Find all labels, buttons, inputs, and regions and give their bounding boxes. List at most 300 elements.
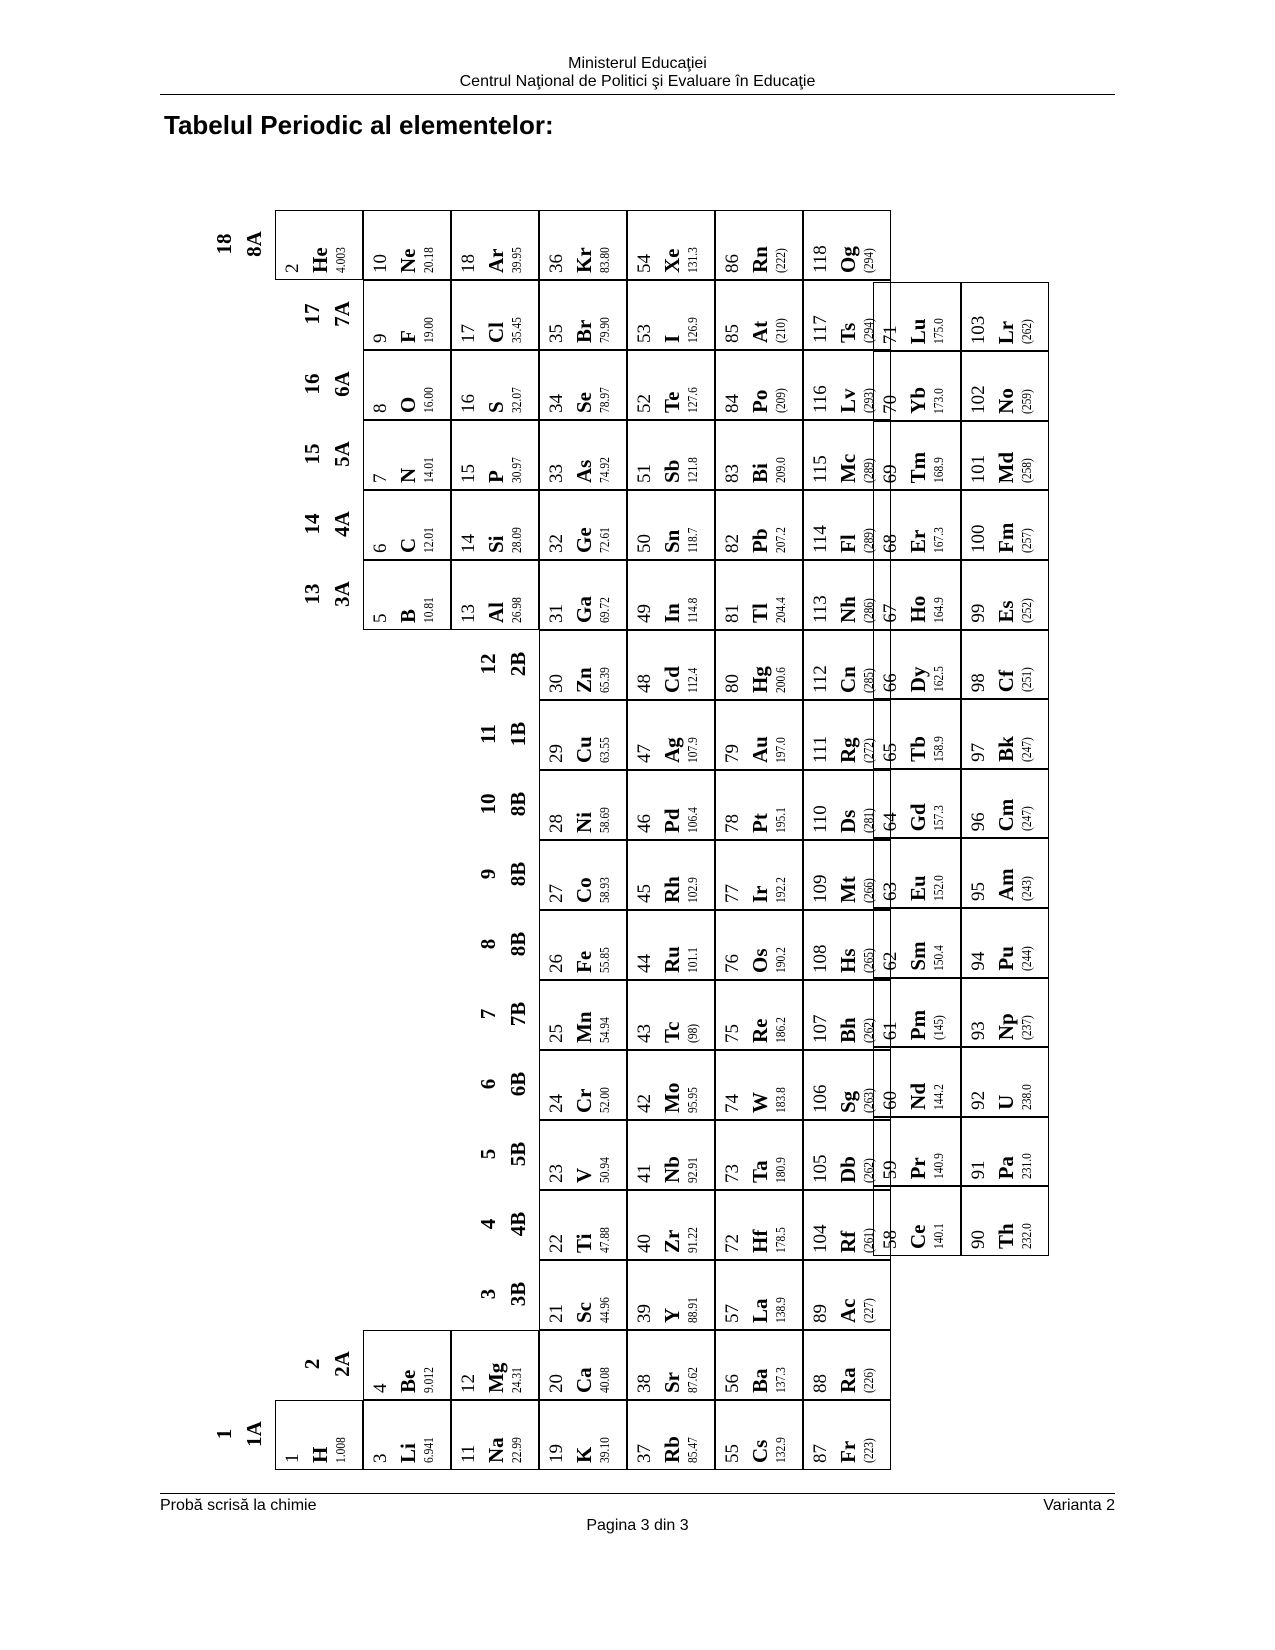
element-symbol: Ti — [572, 1233, 596, 1253]
element-symbol: S — [484, 401, 508, 413]
element-symbol: Ge — [572, 527, 596, 553]
element-cell-lr — [961, 282, 1049, 352]
atomic-mass: 207.2 — [774, 527, 789, 553]
atomic-number: 86 — [722, 254, 743, 273]
atomic-number: 39 — [634, 1304, 655, 1323]
atomic-number: 31 — [546, 604, 567, 623]
element-symbol: Ta — [748, 1160, 772, 1183]
atomic-mass: (285) — [862, 668, 877, 693]
element-symbol: U — [994, 1094, 1018, 1110]
element-symbol: Am — [994, 868, 1018, 901]
atomic-mass: 40.08 — [598, 1367, 613, 1393]
atomic-mass: 195.1 — [774, 807, 789, 833]
group-label: 6A — [330, 371, 354, 397]
element-symbol: K — [572, 1446, 596, 1463]
element-cell-s — [451, 350, 539, 420]
atomic-mass: (262) — [862, 1018, 877, 1043]
atomic-number: 5 — [370, 613, 391, 623]
atomic-number: 72 — [722, 1234, 743, 1253]
element-cell-in — [627, 560, 715, 630]
element-cell-th — [961, 1186, 1049, 1256]
element-symbol: Tc — [660, 1021, 684, 1043]
group-label: 3B — [506, 1281, 530, 1307]
atomic-number: 8 — [370, 403, 391, 413]
atomic-number: 70 — [880, 394, 901, 414]
atomic-mass: 4.003 — [334, 247, 349, 273]
page-number: Pagina 3 din 3 — [586, 1517, 689, 1534]
element-symbol: I — [660, 334, 684, 343]
atomic-mass: 140.1 — [932, 1223, 947, 1249]
atomic-mass: 102.9 — [686, 877, 701, 903]
atomic-mass: (293) — [862, 388, 877, 413]
atomic-mass: 79.90 — [598, 317, 613, 343]
element-cell-zr — [627, 1190, 715, 1260]
element-cell-pb — [715, 490, 803, 560]
atomic-number: 19 — [546, 1444, 567, 1463]
atomic-number: 27 — [546, 884, 567, 903]
periodic-table — [205, 160, 880, 1470]
group-number: 6 — [476, 1078, 500, 1090]
atomic-mass: (266) — [862, 878, 877, 903]
element-cell-pm — [873, 978, 961, 1048]
atomic-number: 50 — [634, 534, 655, 553]
header-ministry: Ministerul Educaţiei — [568, 55, 707, 72]
atomic-mass: 1.008 — [334, 1437, 349, 1463]
element-cell-rn — [715, 210, 803, 280]
atomic-number: 38 — [634, 1374, 655, 1393]
group-number: 4 — [476, 1218, 500, 1230]
element-cell-u — [961, 1047, 1049, 1117]
atomic-mass: 178.5 — [774, 1227, 789, 1253]
element-cell-sm — [873, 908, 961, 978]
element-symbol: Bh — [836, 1017, 860, 1043]
element-cell-cl — [451, 280, 539, 350]
element-cell-w — [715, 1050, 803, 1120]
group-label: 7A — [330, 301, 354, 327]
element-symbol: He — [308, 247, 332, 273]
atomic-number: 4 — [370, 1383, 391, 1393]
group-number: 2 — [300, 1358, 324, 1370]
atomic-mass: 88.91 — [686, 1297, 701, 1323]
atomic-mass: 58.69 — [598, 807, 613, 833]
element-symbol: Co — [572, 877, 596, 903]
atomic-mass: (243) — [1020, 876, 1035, 901]
atomic-mass: (145) — [932, 1015, 947, 1041]
atomic-number: 83 — [722, 464, 743, 483]
atomic-mass: 209.0 — [774, 457, 789, 483]
element-symbol: Tb — [906, 736, 930, 762]
atomic-number: 45 — [634, 884, 655, 903]
element-symbol: Y — [660, 1307, 684, 1323]
atomic-mass: 112.4 — [686, 667, 701, 693]
element-cell-be — [363, 1330, 451, 1400]
atomic-mass: 190.2 — [774, 947, 789, 973]
atomic-mass: 164.9 — [932, 596, 947, 623]
atomic-number: 87 — [810, 1444, 831, 1463]
element-cell-fe — [539, 910, 627, 980]
atomic-number: 10 — [370, 254, 391, 273]
atomic-number: 60 — [880, 1090, 901, 1110]
atomic-number: 105 — [810, 1154, 831, 1183]
footer-left: Probă scrisă la chimie — [160, 1497, 317, 1514]
atomic-number: 41 — [634, 1164, 655, 1183]
group-number: 12 — [476, 653, 500, 675]
group-number: 10 — [476, 793, 500, 815]
element-cell-nd — [873, 1047, 961, 1117]
element-cell-b — [363, 560, 451, 630]
atomic-number: 118 — [810, 245, 831, 273]
atomic-mass: 24.31 — [510, 1367, 525, 1393]
element-cell-re — [715, 980, 803, 1050]
element-cell-hf — [715, 1190, 803, 1260]
f-block-grid — [873, 281, 1049, 1256]
atomic-number: 12 — [458, 1374, 479, 1393]
element-symbol: Sr — [660, 1372, 684, 1393]
atomic-mass: 30.97 — [510, 457, 525, 483]
group-header-9 — [473, 838, 533, 910]
element-cell-ho — [873, 560, 961, 630]
group-number: 3 — [476, 1288, 500, 1300]
element-cell-fr — [803, 1400, 891, 1470]
atomic-mass: 127.6 — [686, 387, 701, 413]
atomic-number: 82 — [722, 534, 743, 553]
atomic-mass: (237) — [1020, 1015, 1035, 1041]
group-label: 4A — [330, 511, 354, 537]
atomic-number: 51 — [634, 464, 655, 483]
element-symbol: Dy — [906, 666, 930, 693]
element-symbol: Pu — [994, 946, 1018, 971]
header-center: Centrul Naţional de Politici şi Evaluare în Educaţie — [459, 73, 816, 90]
atomic-mass: 63.55 — [598, 737, 613, 763]
element-cell-ca — [539, 1330, 627, 1400]
element-symbol: Pb — [748, 528, 772, 553]
element-symbol: V — [572, 1167, 596, 1183]
group-number: 16 — [300, 373, 324, 395]
element-symbol: Se — [572, 392, 596, 413]
group-label: 8B — [506, 791, 530, 817]
element-cell-he — [275, 210, 363, 280]
atomic-number: 37 — [634, 1444, 655, 1463]
element-symbol: Ga — [572, 596, 596, 623]
atomic-number: 75 — [722, 1024, 743, 1043]
atomic-number: 16 — [458, 394, 479, 413]
element-cell-mo — [627, 1050, 715, 1120]
atomic-number: 56 — [722, 1374, 743, 1393]
atomic-number: 9 — [370, 333, 391, 343]
atomic-number: 42 — [634, 1094, 655, 1113]
element-cell-f — [363, 280, 451, 350]
atomic-mass: 91.22 — [686, 1227, 701, 1253]
element-cell-bi — [715, 420, 803, 490]
atomic-number: 22 — [546, 1234, 567, 1253]
atomic-number: 71 — [880, 325, 901, 345]
atomic-mass: 183.8 — [774, 1087, 789, 1113]
element-symbol: Re — [748, 1018, 772, 1043]
element-symbol: Ra — [836, 1367, 860, 1393]
group-header-7 — [473, 978, 533, 1050]
atomic-number: 98 — [968, 673, 989, 693]
atomic-number: 92 — [968, 1090, 989, 1110]
element-symbol: Rg — [836, 737, 860, 763]
element-cell-ga — [539, 560, 627, 630]
atomic-mass: 106.4 — [686, 807, 701, 833]
element-cell-c — [363, 490, 451, 560]
element-cell-pd — [627, 770, 715, 840]
element-symbol: Ar — [484, 248, 508, 273]
atomic-number: 30 — [546, 674, 567, 693]
atomic-number: 52 — [634, 394, 655, 413]
group-header-10 — [473, 768, 533, 840]
element-cell-bk — [961, 699, 1049, 769]
element-cell-at — [715, 280, 803, 350]
element-cell-zn — [539, 630, 627, 700]
atomic-mass: 204.4 — [774, 597, 789, 623]
group-label: 8B — [506, 931, 530, 957]
element-symbol: Rh — [660, 876, 684, 903]
element-cell-cf — [961, 630, 1049, 700]
element-symbol: Ho — [906, 595, 930, 623]
group-label: 1A — [242, 1421, 266, 1447]
element-symbol: Ni — [572, 812, 596, 833]
element-cell-na — [451, 1400, 539, 1470]
atomic-number: 21 — [546, 1304, 567, 1323]
atomic-mass: 14.01 — [422, 457, 437, 483]
element-symbol: Ba — [748, 1368, 772, 1393]
atomic-number: 40 — [634, 1234, 655, 1253]
element-cell-ce — [873, 1186, 961, 1256]
element-symbol: Hg — [748, 666, 772, 693]
element-cell-se — [539, 350, 627, 420]
element-symbol: Ac — [836, 1298, 860, 1323]
atomic-mass: (223) — [862, 1438, 877, 1463]
element-symbol: Os — [748, 948, 772, 973]
atomic-number: 18 — [458, 254, 479, 273]
group-header-4 — [473, 1188, 533, 1260]
group-label: 8A — [242, 231, 266, 257]
atomic-number: 97 — [968, 742, 989, 762]
atomic-mass: 150.4 — [932, 944, 947, 971]
element-symbol: In — [660, 603, 684, 623]
atomic-number: 13 — [458, 604, 479, 623]
element-cell-au — [715, 700, 803, 770]
atomic-number: 35 — [546, 324, 567, 343]
element-cell-as — [539, 420, 627, 490]
element-cell-la — [715, 1260, 803, 1330]
atomic-mass: 44.96 — [598, 1297, 613, 1323]
element-cell-te — [627, 350, 715, 420]
atomic-number: 102 — [968, 385, 989, 414]
atomic-number: 73 — [722, 1164, 743, 1183]
group-number: 17 — [300, 303, 324, 325]
atomic-mass: (263) — [862, 1088, 877, 1113]
atomic-number: 90 — [968, 1230, 989, 1249]
element-cell-hg — [715, 630, 803, 700]
element-cell-md — [961, 421, 1049, 491]
element-cell-er — [873, 490, 961, 560]
element-cell-tb — [873, 699, 961, 769]
atomic-number: 1 — [282, 1453, 303, 1463]
atomic-number: 76 — [722, 954, 743, 973]
element-cell-tc — [627, 980, 715, 1050]
group-number: 11 — [476, 724, 500, 744]
atomic-number: 26 — [546, 954, 567, 973]
atomic-mass: 47.88 — [598, 1227, 613, 1253]
atomic-number: 79 — [722, 744, 743, 763]
element-cell-ar — [451, 210, 539, 280]
atomic-mass: 52.00 — [598, 1087, 613, 1113]
element-symbol: Lu — [906, 318, 930, 345]
atomic-mass: (259) — [1020, 388, 1035, 414]
atomic-mass: 158.9 — [932, 735, 947, 762]
atomic-mass: 107.9 — [686, 737, 701, 763]
atomic-mass: 101.1 — [686, 947, 701, 973]
element-cell-ac — [803, 1260, 891, 1330]
atomic-mass: 39.95 — [510, 247, 525, 273]
element-symbol: Pr — [906, 1157, 930, 1180]
element-cell-ba — [715, 1330, 803, 1400]
element-symbol: Ts — [836, 322, 860, 343]
element-cell-ti — [539, 1190, 627, 1260]
atomic-mass: 180.9 — [774, 1157, 789, 1183]
atomic-number: 85 — [722, 324, 743, 343]
group-header-5 — [473, 1118, 533, 1190]
atomic-number: 112 — [810, 665, 831, 693]
element-cell-cs — [715, 1400, 803, 1470]
element-symbol: Li — [396, 1443, 420, 1463]
atomic-number: 43 — [634, 1024, 655, 1043]
element-symbol: Ir — [748, 885, 772, 903]
element-cell-gd — [873, 769, 961, 839]
atomic-number: 74 — [722, 1094, 743, 1113]
element-cell-os — [715, 910, 803, 980]
atomic-mass: (294) — [862, 318, 877, 343]
element-symbol: Pt — [748, 813, 772, 833]
atomic-mass: 200.6 — [774, 667, 789, 693]
element-symbol: Lr — [994, 320, 1018, 345]
element-symbol: Ne — [396, 248, 420, 273]
atomic-mass: 74.92 — [598, 457, 613, 483]
element-cell-n — [363, 420, 451, 490]
element-symbol: Pa — [994, 1156, 1018, 1180]
group-number: 1 — [212, 1428, 236, 1440]
element-symbol: Sm — [906, 941, 930, 971]
atomic-number: 93 — [968, 1021, 989, 1041]
element-symbol: Lv — [836, 388, 860, 413]
atomic-mass: (289) — [862, 528, 877, 553]
atomic-mass: 35.45 — [510, 317, 525, 343]
element-cell-ni — [539, 770, 627, 840]
element-symbol: Nd — [906, 1082, 930, 1110]
atomic-mass: (265) — [862, 948, 877, 973]
element-cell-cd — [627, 630, 715, 700]
element-cell-v — [539, 1120, 627, 1190]
atomic-mass: 58.93 — [598, 877, 613, 903]
atomic-number: 55 — [722, 1444, 743, 1463]
atomic-number: 11 — [458, 1444, 479, 1463]
element-symbol: Hs — [836, 948, 860, 973]
atomic-mass: 162.5 — [932, 666, 947, 693]
atomic-number: 53 — [634, 324, 655, 343]
element-symbol: Mc — [836, 453, 860, 483]
element-symbol: Yb — [906, 386, 930, 414]
atomic-number: 81 — [722, 604, 743, 623]
element-symbol: Nb — [660, 1156, 684, 1183]
element-cell-dy — [873, 630, 961, 700]
atomic-number: 88 — [810, 1374, 831, 1393]
group-number: 9 — [476, 868, 500, 880]
atomic-mass: (258) — [1020, 458, 1035, 484]
atomic-mass: 238.0 — [1020, 1083, 1035, 1110]
atomic-number: 113 — [810, 595, 831, 623]
atomic-mass: 152.0 — [932, 875, 947, 901]
atomic-mass: 126.9 — [686, 317, 701, 343]
element-cell-co — [539, 840, 627, 910]
atomic-number: 110 — [810, 805, 831, 833]
atomic-mass: 55.85 — [598, 947, 613, 973]
element-symbol: Nh — [836, 596, 860, 623]
atomic-mass: 22.99 — [510, 1437, 525, 1463]
group-header-12 — [473, 628, 533, 700]
atomic-number: 117 — [810, 315, 831, 343]
atomic-number: 68 — [880, 534, 901, 553]
element-cell-i — [627, 280, 715, 350]
element-symbol: Cm — [994, 798, 1018, 832]
atomic-number: 44 — [634, 954, 655, 973]
group-header-13 — [297, 558, 357, 630]
element-symbol: P — [484, 470, 508, 483]
element-cell-am — [961, 838, 1049, 908]
element-symbol: Np — [994, 1013, 1018, 1041]
atomic-number: 107 — [810, 1014, 831, 1043]
element-symbol: Ag — [660, 737, 684, 763]
element-symbol: W — [748, 1092, 772, 1113]
group-number: 13 — [300, 583, 324, 605]
element-cell-h — [275, 1400, 363, 1470]
group-number: 14 — [300, 513, 324, 535]
atomic-number: 29 — [546, 744, 567, 763]
atomic-number: 94 — [968, 951, 989, 971]
element-symbol: Tm — [906, 451, 930, 484]
element-symbol: Bi — [748, 463, 772, 483]
atomic-mass: (281) — [862, 808, 877, 833]
atomic-mass: 121.8 — [686, 457, 701, 483]
atomic-mass: 92.91 — [686, 1157, 701, 1183]
element-cell-xe — [627, 210, 715, 280]
group-label: 7B — [506, 1001, 530, 1027]
atomic-mass: (262) — [1020, 319, 1035, 345]
atomic-mass: (244) — [1020, 945, 1035, 971]
atomic-mass: 173.0 — [932, 387, 947, 414]
element-symbol: B — [396, 608, 420, 623]
atomic-mass: (209) — [774, 388, 789, 413]
atomic-mass: 192.2 — [774, 877, 789, 903]
element-cell-pt — [715, 770, 803, 840]
element-symbol: As — [572, 459, 596, 483]
group-header-16 — [297, 348, 357, 420]
atomic-mass: (247) — [1020, 806, 1035, 832]
element-symbol: F — [396, 330, 420, 343]
element-symbol: Rf — [836, 1230, 860, 1253]
element-cell-li — [363, 1400, 451, 1470]
atomic-mass: 65.39 — [598, 667, 613, 693]
atomic-mass: 186.2 — [774, 1017, 789, 1043]
element-cell-cu — [539, 700, 627, 770]
element-cell-ge — [539, 490, 627, 560]
element-cell-sc — [539, 1260, 627, 1330]
element-cell-tm — [873, 421, 961, 491]
atomic-number: 91 — [968, 1160, 989, 1180]
group-header-11 — [473, 698, 533, 770]
